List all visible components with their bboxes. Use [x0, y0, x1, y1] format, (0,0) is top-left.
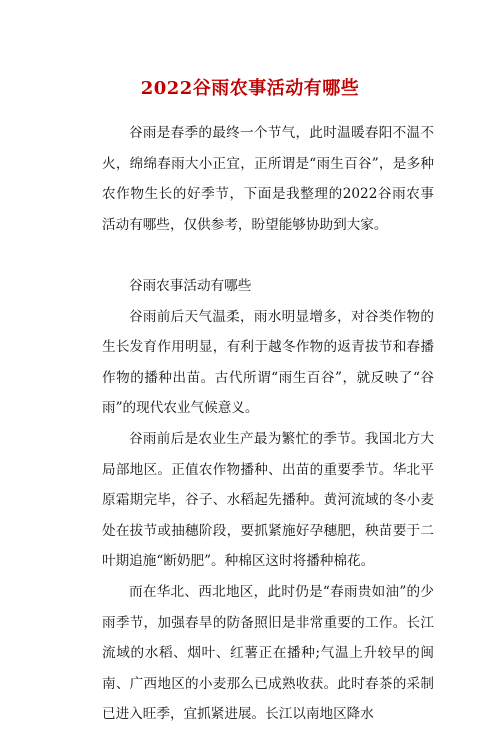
intro-paragraph: 谷雨是春季的最终一个节气，此时温暖春阳不温不火，绵绵春雨大小正宜，正所谓是“雨生百谷”，是多种农作物生长的好季节，下面是我整理的2022谷雨农事活动有哪些，仅供参考，盼望能够协助到大家。 — [102, 125, 434, 233]
paragraph-spacer — [102, 240, 434, 271]
document-body — [102, 118, 434, 730]
section-heading: 谷雨农事活动有哪些 — [129, 277, 252, 294]
body-paragraph: 谷雨前后是农业生产最为繁忙的季节。我国北方大局部地区。正值农作物播种、出苗的重要季节。华北平原霜期完毕，谷子、水稻起先播种。黄河流域的冬小麦处在拔节或抽穗阶段，要抓紧施好孕穗肥，秧苗要于二叶期追施“断奶肥”。种棉区这时将播种棉花。 — [102, 430, 434, 570]
body-paragraph: 而在华北、西北地区，此时仍是“春雨贵如油”的少雨季节，加强春旱的防备照旧是非常重要的工作。长江流域的水稻、烟叶、红薯正在播种;气温上升较早的闽南、广西地区的小麦那么已成熟收获。此时春茶的采制已进入旺季，宜抓紧进展。长江以南地区降水 — [102, 583, 434, 723]
body-paragraph: 谷雨前后天气温柔，雨水明显增多，对谷类作物的生长发育作用明显，有利于越冬作物的返青拔节和春播作物的播种出苗。古代所谓“雨生百谷”，就反映了“谷雨”的现代农业气候意义。 — [102, 308, 434, 417]
page-title: 2022谷雨农事活动有哪些 — [140, 78, 360, 99]
